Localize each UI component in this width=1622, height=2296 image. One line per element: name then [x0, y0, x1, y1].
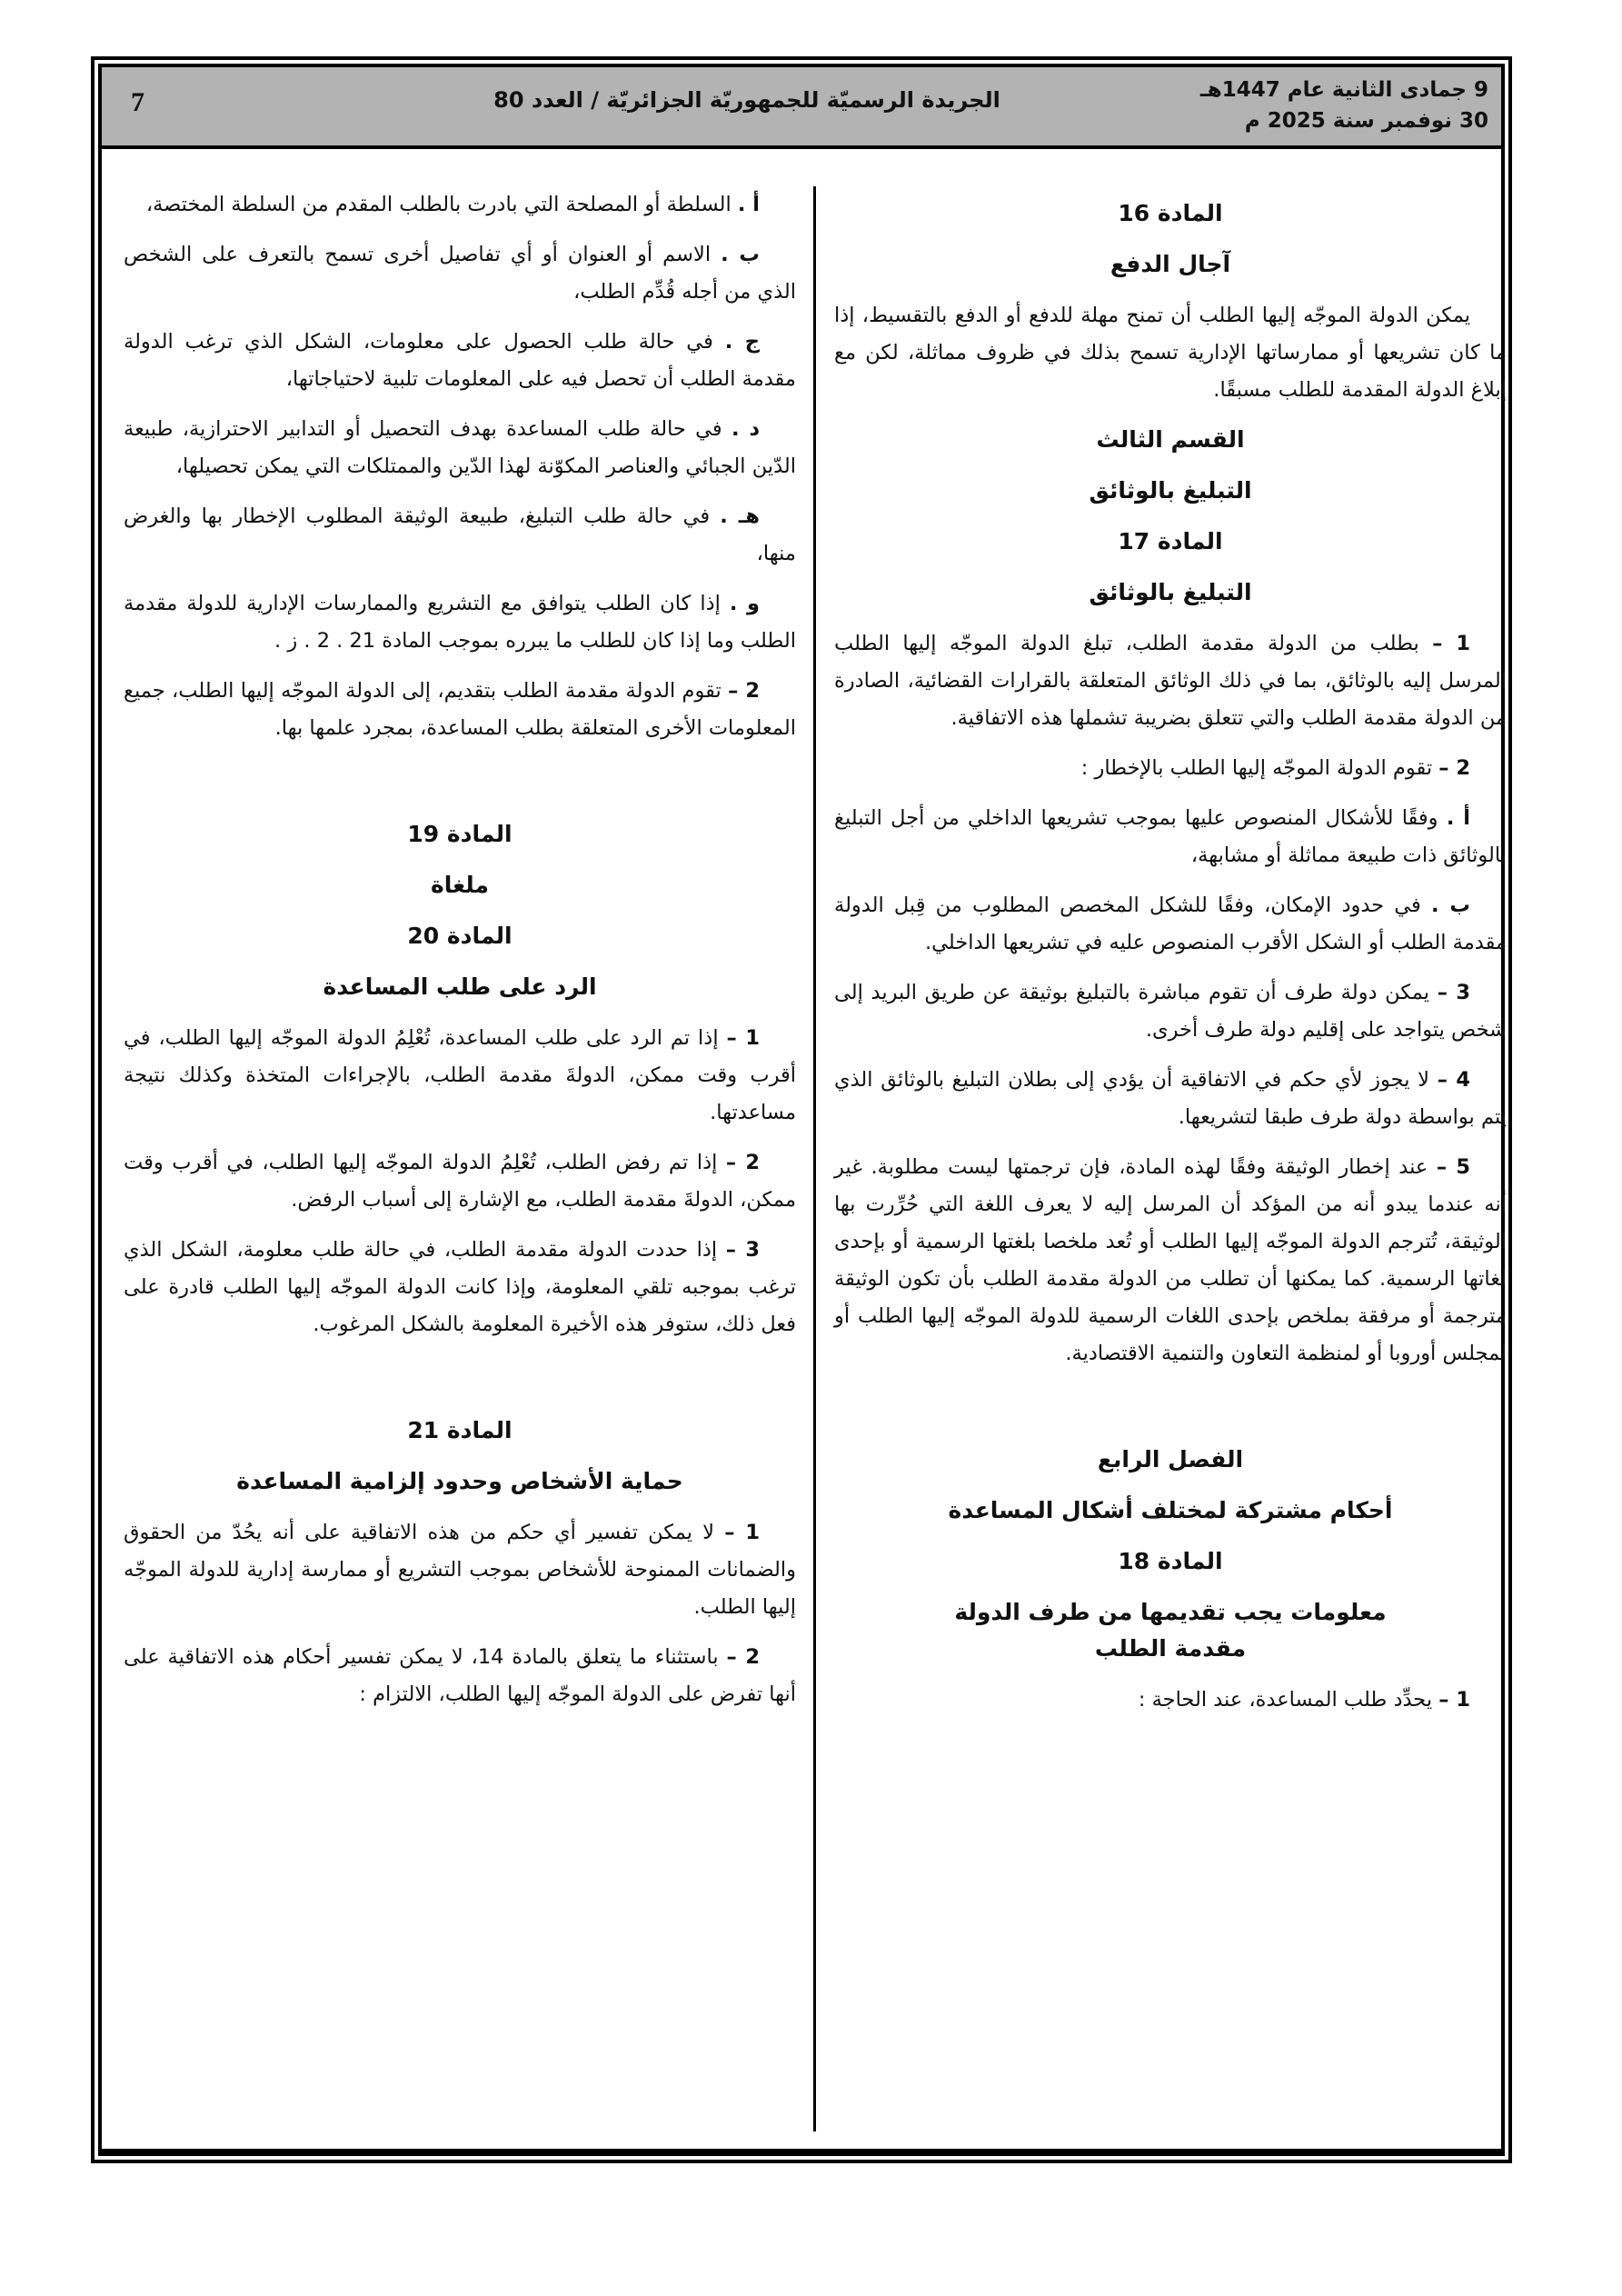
item-text: يحدِّد طلب المساعدة، عند الحاجة : [1138, 1688, 1433, 1712]
item-number: 1 – [726, 1026, 760, 1050]
item-letter: أ . [737, 193, 760, 216]
article-20-item-3 [124, 1232, 796, 1343]
item-letter: ب . [721, 243, 760, 266]
item-letter: ج . [724, 330, 760, 354]
article-18-subitem-d [124, 411, 796, 485]
article-20-heading: المادة 20 [407, 923, 512, 949]
right-column [834, 186, 1507, 1732]
item-number: 4 – [1437, 1068, 1471, 1092]
chapter-4-title: أحكام مشتركة لمختلف أشكال المساعدة [948, 1497, 1393, 1523]
item-text: الاسم أو العنوان أو أي تفاصيل أخرى تسمح بالتعرف على الشخص الذي من أجله قُدِّم الطلب، [124, 243, 796, 304]
article-17-item-5 [834, 1149, 1507, 1373]
article-18-subitem-c [124, 324, 796, 398]
gazette-header [102, 67, 1501, 149]
article-18-subitem-f [124, 585, 796, 660]
item-text: في حالة طلب المساعدة بهدف التحصيل أو التدابير الاحترازية، طبيعة الدّين الجبائي والعناصر المكوّنة لهذا الدّين والممتلكات التي يمكن تحصيلها، [124, 417, 796, 478]
item-text: إذا حددت الدولة مقدمة الطلب، في حالة طلب معلومة، الشكل الذي ترغب بموجبه تلقي المعلومة، وإذا كانت الدولة الموجّه إليها الطلب قادرة على فعل ذلك، ستوفر هذه الأخيرة المعلومة بالشكل المرغوب. [124, 1238, 796, 1336]
item-text: في حالة طلب التبليغ، طبيعة الوثيقة المطلوب الإخطار بها والغرض منها، [124, 504, 796, 565]
item-text: إذا تم الرد على طلب المساعدة، تُعْلِمُ الدولة الموجّه إليها الطلب، في أقرب وقت ممكن، الدولةَ مقدمة الطلب، بالإجراءات المتخذة وكذلك نتيجة مساعدتها. [124, 1026, 796, 1124]
item-text: وفقًا للأشكال المنصوص عليها بموجب تشريعها الداخلي من أجل التبليغ بالوثائق ذات طبيعة مماثلة أو مشابهة، [834, 806, 1507, 867]
article-18-title-line-1: معلومات يجب تقديمها من طرف الدولة [954, 1599, 1387, 1625]
article-18-subitem-b [124, 236, 796, 311]
article-17-item-4 [834, 1062, 1507, 1136]
item-number: 2 – [725, 1151, 760, 1174]
spacer [124, 1356, 796, 1403]
item-letter: ب . [1430, 893, 1471, 917]
item-letter: أ . [1446, 806, 1471, 830]
article-16-paragraph: يمكن الدولة الموجّه إليها الطلب أن تمنح مهلة للدفع أو الدفع بالتقسيط، إذا ما كان تشريعها أو ممارساتها الإدارية تسمح بذلك في ظروف مماثلة، لكن مع إبلاغ الدولة المقدمة للطلب مسبقًا. [834, 304, 1507, 402]
item-number: 2 – [726, 1645, 760, 1669]
article-21-heading: المادة 21 [407, 1417, 512, 1443]
article-17-item-3 [834, 974, 1507, 1049]
article-16-title: آجال الدفع [1110, 251, 1231, 277]
gazette-title: الجريدة الرسميّة للجمهوريّة الجزائريّة / العدد 80 [493, 87, 1000, 113]
article-21-item-2 [124, 1639, 796, 1713]
item-text: في حالة طلب الحصول على معلومات، الشكل الذي ترغب الدولة مقدمة الطلب أن تحصل فيه على المعلومات تلبية لاحتياجاتها، [124, 330, 796, 391]
article-17-title: التبليغ بالوثائق [1089, 579, 1252, 605]
article-20-item-1 [124, 1020, 796, 1132]
item-letter: د . [731, 417, 760, 441]
item-text: تقوم الدولة مقدمة الطلب بتقديم، إلى الدولة الموجّه إليها الطلب، جميع المعلومات الأخرى المتعلقة بطلب المساعدة، بمجرد علمها بها. [124, 679, 796, 740]
article-18-item-2 [124, 673, 796, 747]
article-18-subitem-a [124, 186, 796, 224]
article-17-subitem-b [834, 887, 1507, 962]
chapter-4-heading: الفصل الرابع [1097, 1446, 1244, 1472]
item-letter: هـ . [720, 504, 761, 528]
item-text: يمكن دولة طرف أن تقوم مباشرة بالتبليغ بوثيقة عن طريق البريد إلى شخص يتواجد على إقليم دولة طرف أخرى. [834, 981, 1507, 1042]
article-17-heading: المادة 17 [1118, 528, 1223, 554]
issue-date [1200, 75, 1488, 136]
column-divider [813, 186, 816, 2131]
item-number: 2 – [1438, 756, 1470, 780]
item-text: إذا كان الطلب يتوافق مع التشريع والممارسات الإدارية للدولة مقدمة الطلب وما إذا كان للطلب ما يبرره بموجب المادة 21 . 2 . ز . [124, 592, 796, 653]
article-17-item-2 [834, 750, 1507, 787]
page-number: 7 [131, 87, 144, 117]
article-17-item-1 [834, 625, 1507, 737]
article-17-subitem-a [834, 800, 1507, 874]
article-19-heading: المادة 19 [407, 821, 512, 847]
date-gregorian: 30 نوفمبر سنة 2025 م [1244, 109, 1488, 133]
article-20-item-2 [124, 1144, 796, 1219]
item-text: إذا تم رفض الطلب، تُعْلِمُ الدولة الموجّه إليها الطلب، في أقرب وقت ممكن، الدولةَ مقدمة الطلب، مع الإشارة إلى أسباب الرفض. [124, 1151, 796, 1212]
item-number: 3 – [725, 1238, 760, 1262]
article-21-title: حماية الأشخاص وحدود إلزامية المساعدة [236, 1468, 683, 1494]
spacer [834, 1385, 1507, 1433]
article-18-item-1 [834, 1682, 1507, 1719]
item-number: 1 – [1438, 1688, 1470, 1712]
left-column [124, 186, 796, 1726]
item-number: 1 – [724, 1521, 761, 1544]
item-number: 1 – [1432, 632, 1470, 655]
article-21-item-1 [124, 1514, 796, 1626]
item-text: بطلب من الدولة مقدمة الطلب، تبلغ الدولة الموجّه إليها الطلب المرسل إليه بالوثائق، بما في ذلك الوثائق المتعلقة بالقرارات القضائية، الصادرة من الدولة مقدمة الطلب والتي تتعلق بضريبة تشملها هذه الاتفاقية. [834, 632, 1507, 730]
item-text: لا يجوز لأي حكم في الاتفاقية أن يؤدي إلى بطلان التبليغ بالوثائق الذي يتم بواسطة دولة طرف طبقا لتشريعها. [834, 1068, 1507, 1129]
article-19-title: ملغاة [431, 872, 489, 898]
date-hijri: 9 جمادى الثانية عام 1447هـ [1199, 78, 1488, 102]
item-number: 2 – [728, 679, 761, 703]
item-letter: و . [729, 592, 760, 615]
spacer [124, 760, 796, 807]
item-text: لا يمكن تفسير أي حكم من هذه الاتفاقية على أنه يحُدّ من الحقوق والضمانات الممنوحة للأشخاص بموجب التشريع أو ممارسة إدارية للدولة الموجّه إليها الطلب. [124, 1521, 796, 1619]
item-text: في حدود الإمكان، وفقًا للشكل المخصص المطلوب من قِبل الدولة مقدمة الطلب أو الشكل الأقرب المنصوص عليه في تشريعها الداخلي. [834, 893, 1507, 954]
item-number: 5 – [1436, 1155, 1470, 1179]
item-text: السلطة أو المصلحة التي بادرت بالطلب المقدم من السلطة المختصة، [145, 193, 731, 216]
section-3-title: التبليغ بالوثائق [1089, 477, 1252, 504]
article-20-title: الرد على طلب المساعدة [323, 973, 597, 1000]
item-text: عند إخطار الوثيقة وفقًا لهذه المادة، فإن ترجمتها ليست مطلوبة. غير أنه عندما يبدو أنه من المؤكد أن المرسل إليه لا يعرف اللغة التي حُرِّرت بها الوثيقة، تُترجم الدولة الموجّه إليها الطلب أو تُعد ملخصا بلغتها الرسمية أو بإحدى لغاتها الرسمية. كما يمكنها أن تطلب من الدولة مقدمة الطلب بأن تكون الوثيقة مترجمة أو مرفقة بملخص بإحدى اللغات الرسمية للدولة الموجّه إليها الطلب أو لمجلس أوروبا أو لمنظمة التعاون والتنمية الاقتصادية. [834, 1155, 1507, 1365]
item-text: تقوم الدولة الموجّه إليها الطلب بالإخطار : [1080, 756, 1433, 780]
article-18-subitem-e [124, 498, 796, 573]
item-text: باستثناء ما يتعلق بالمادة 14، لا يمكن تفسير أحكام هذه الاتفاقية على أنها تفرض على الدولة الموجّه إليها الطلب، الالتزام : [124, 1645, 796, 1706]
article-18-title-line-2: مقدمة الطلب [1094, 1635, 1247, 1662]
section-3-heading: القسم الثالث [1096, 426, 1245, 453]
article-18-heading: المادة 18 [1118, 1548, 1223, 1574]
article-16-heading: المادة 16 [1118, 200, 1223, 226]
item-number: 3 – [1437, 981, 1470, 1004]
